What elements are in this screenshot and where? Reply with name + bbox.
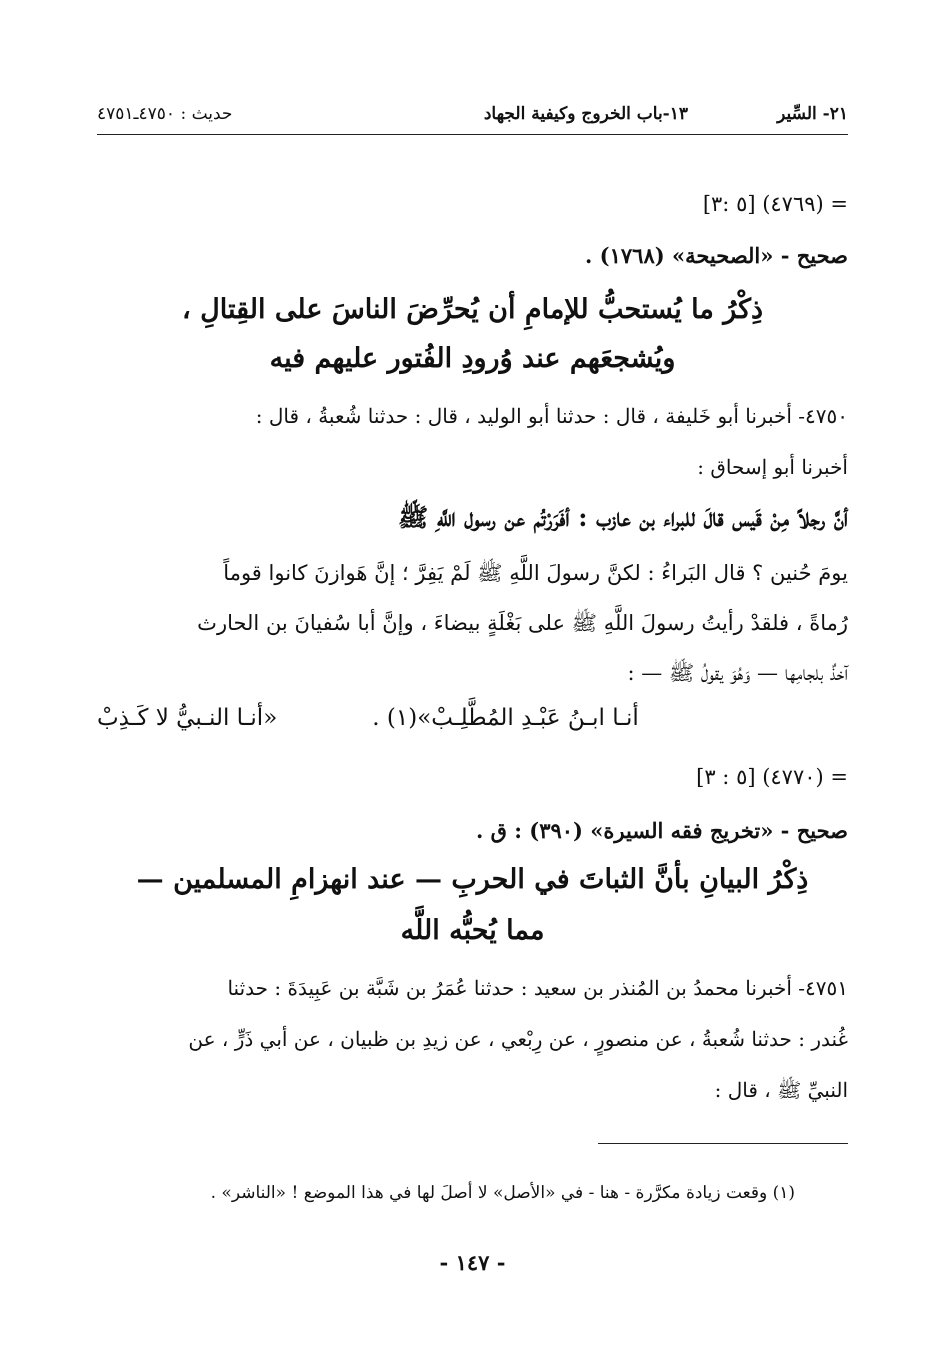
hadith-4750-line-4: آخذٌ بلجامِها — وَهُوَ يقولُ ﷺ — : bbox=[627, 661, 848, 685]
hadith-4750-line-2: يومَ حُنين ؟ قال البَراءُ : لكنَّ رسولَ اللَّهِ ﷺ لَمْ يَفِرَّ ؛ إنَّ هَوازنَ كانوا قوماً bbox=[223, 561, 848, 585]
verse-hemistich-1: «أنـا النـبيُّ لا كَـذِبْ bbox=[97, 705, 278, 731]
footnote-divider bbox=[598, 1143, 848, 1144]
cross-reference-4770: = (٤٧٧٠) [٥ : ٣] bbox=[696, 765, 848, 789]
running-header bbox=[97, 100, 848, 135]
section-heading-2-line-1: ذِكْرُ البيانِ بأنَّ الثباتَ في الحربِ — عند انهزامِ المسلمين — bbox=[136, 864, 809, 895]
isnad-4751-line-3: النبيِّ ﷺ ، قال : bbox=[714, 1078, 848, 1102]
hadith-range: حديث : ٤٧٥٠ـ٤٧٥١ bbox=[97, 104, 233, 124]
isnad-4751-line-2: غُندر : حدثنا شُعبةُ ، عن منصورٍ ، عن رِبْعي ، عن زيدِ بن ظبيان ، عن أبي ذَرٍّ ، عن bbox=[188, 1027, 848, 1051]
hadith-4750-line-1: أنَّ رجلاً مِنْ قَيس قالَ للبراء بن عازب : أفَرَرْتُم عن رسول اللَّهِ ﷺ bbox=[397, 503, 848, 532]
page-number: - ١٤٧ - bbox=[439, 1250, 506, 1275]
footnote-1: (١) وقعت زيادة مكرَّرة - هنا - في «الأصل» لا أصلَ لها في هذا الموضع ! «الناشر» . bbox=[210, 1183, 795, 1203]
isnad-4750-line-2: أخبرنا أبو إسحاق : bbox=[697, 455, 848, 479]
book-title: ٢١- السِّير bbox=[777, 104, 848, 124]
chapter-title: ١٣-باب الخروج وكيفية الجهاد bbox=[483, 104, 688, 124]
section-heading-1-line-1: ذِكْرُ ما يُستحبُّ للإمامِ أن يُحرِّضَ الناسَ على القِتالِ ، bbox=[181, 294, 763, 325]
isnad-4751-line-1: ٤٧٥١- أخبرنا محمدُ بن المُنذر بن سعيد : حدثنا عُمَرُ بن شَبَّة بن عَبِيدَةَ : حدثنا bbox=[227, 976, 848, 1000]
isnad-4750-line-1: ٤٧٥٠- أخبرنا أبو خَليفة ، قال : حدثنا أبو الوليد ، قال : حدثنا شُعبةُ ، قال : bbox=[255, 404, 848, 428]
grading-note-1: صحيح - «الصحيحة» (١٧٦٨) . bbox=[585, 243, 848, 268]
poetry-verse bbox=[97, 705, 795, 731]
section-heading-1-line-2: ويُشجعَهم عند وُرودِ الفُتور عليهم فيه bbox=[269, 343, 676, 374]
hadith-4750-line-3: رُماةً ، فلقدْ رأيتُ رسولَ اللَّهِ ﷺ على بَغْلَةٍ بيضاءَ ، وإنَّ أبا سُفيانَ بن الحارث bbox=[197, 611, 848, 635]
section-heading-2-line-2: مما يُحبُّه اللَّه bbox=[400, 915, 545, 946]
cross-reference-4769: = (٤٧٦٩) [٥ :٣] bbox=[702, 192, 848, 216]
grading-note-2: صحيح - «تخريج فقه السيرة» (٣٩٠) : ق . bbox=[475, 818, 848, 843]
verse-hemistich-2: أنـا ابـنُ عَبْـدِ المُطَّلِـبْ»(١) . bbox=[372, 705, 639, 731]
